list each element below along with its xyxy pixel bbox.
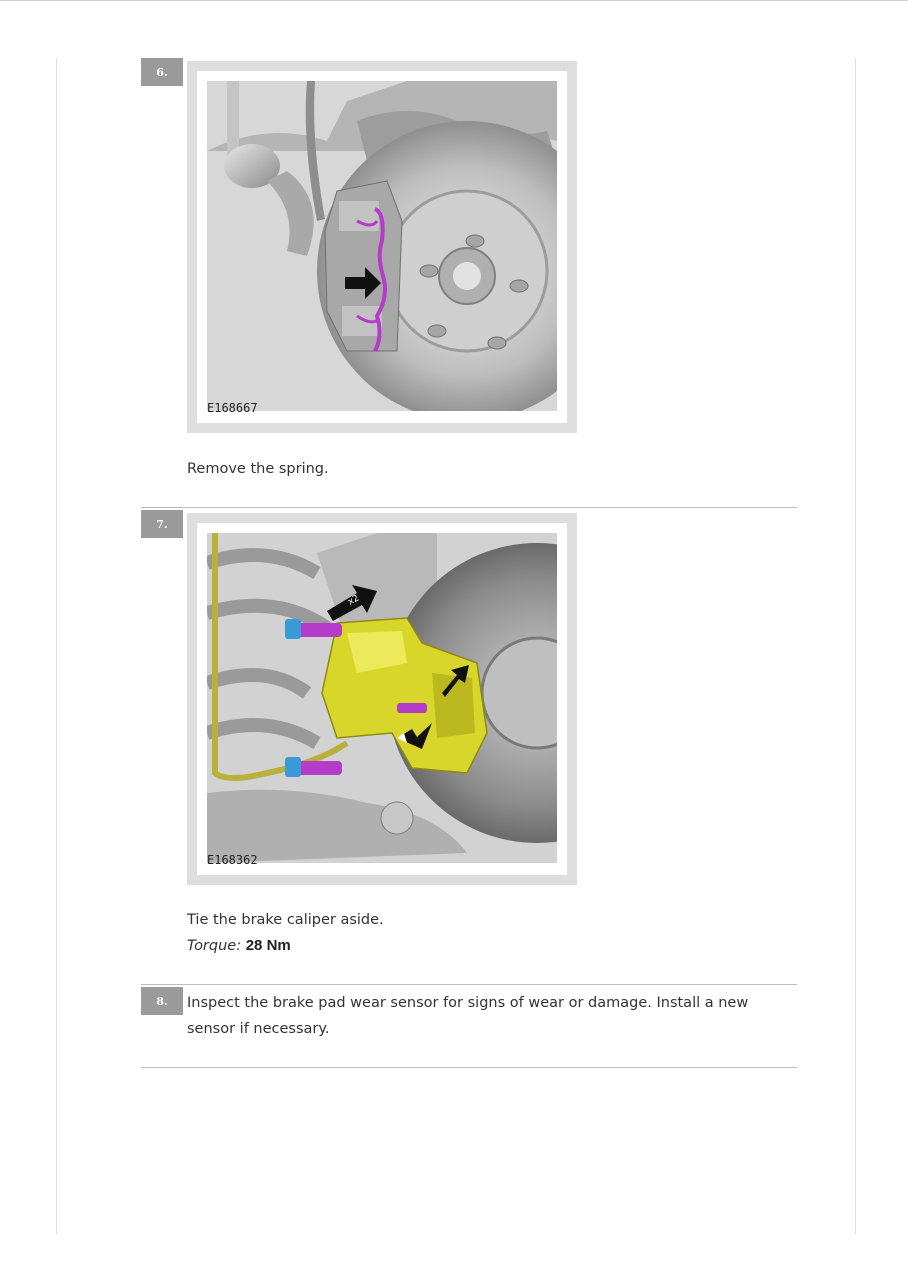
- brake-caliper-illustration: [207, 533, 557, 863]
- step-8-badge: 8.: [141, 987, 183, 1015]
- step-7-divider: [141, 984, 797, 985]
- step-7-badge: 7.: [141, 510, 183, 538]
- step-8-divider: [141, 1067, 797, 1068]
- top-rule: [0, 0, 908, 1]
- step-7-text: Tie the brake caliper aside.: [187, 912, 384, 928]
- page-border-right: [855, 58, 856, 1234]
- page-border-left: [56, 58, 57, 1234]
- step-6-figure-id: E168667: [207, 401, 258, 415]
- brake-disc-spring-illustration: [207, 81, 557, 411]
- step-6-text: Remove the spring.: [187, 461, 329, 477]
- step-6-badge: 6.: [141, 58, 183, 86]
- step-7-figure-id: E168362: [207, 853, 258, 867]
- step-6-illustration: [197, 71, 567, 423]
- step-6-figure: [187, 61, 577, 433]
- step-7-torque: [187, 933, 291, 959]
- torque-value: 28 Nm: [245, 937, 291, 954]
- step-7-figure: [187, 513, 577, 885]
- step-6-divider: [141, 507, 797, 508]
- step-7-illustration: [197, 523, 567, 875]
- step-8-text: Inspect the brake pad wear sensor for signs of wear or damage. Install a new sensor if necessary.: [187, 995, 749, 1037]
- x2-callout: x2: [346, 593, 362, 608]
- torque-label: Torque:: [187, 938, 242, 954]
